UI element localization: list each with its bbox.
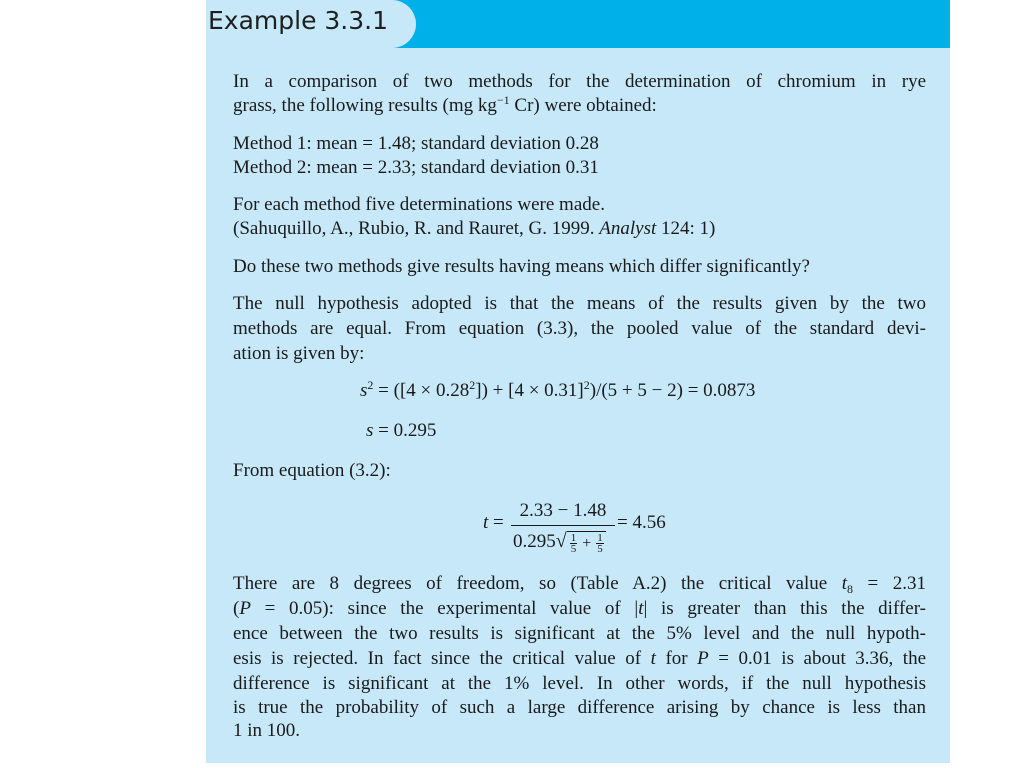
null-hypothesis-line-2: methods are equal. From equation (3.3), the pooled value of the standard devi- bbox=[233, 318, 926, 339]
intro-line-2: grass, the following results (mg $kg^{-1}$ Cr) were obtained: bbox=[233, 93, 657, 116]
t-label: t = bbox=[483, 512, 504, 533]
fraction-bar bbox=[511, 525, 615, 526]
conclusion-line-5: difference is significant at the 1% level. In other words, if the null hypothesis bbox=[233, 673, 926, 694]
reference-line: (Sahuquillo, A., Rubio, R. and Rauret, G. 1999. Analyst 124: 1) bbox=[233, 218, 716, 239]
conclusion-line-4: esis is rejected. In fact since the critical value of t for P = 0.01 is about 3.36, the bbox=[233, 648, 927, 669]
pooled-variance-equation: $s^2 = ([4 \times 0.28^2]) + [4 \times 0.31]^2)/(5 + 5 - 2) = 0.0873$ bbox=[360, 378, 756, 401]
t-denominator: 0.295√ $\frac{1}{5}$ + $\frac{1}{5}$ bbox=[513, 530, 606, 554]
determinations-line: For each method five determinations were made. bbox=[233, 194, 605, 215]
conclusion-line-6: is true the probability of such a large difference arising by chance is less than bbox=[233, 697, 926, 718]
conclusion-line-1: There are 8 degrees of freedom, so (Table A.2) the critical value $t_8 = 2.31$ bbox=[233, 573, 927, 596]
method-1-line: Method 1: mean = 1.48; standard deviation 0.28 bbox=[233, 133, 599, 154]
conclusion-line-2: (P = 0.05): since the experimental value of |t| is greater than this the differ- bbox=[233, 598, 926, 619]
method-2-line: Method 2: mean = 2.33; standard deviation 0.31 bbox=[233, 157, 599, 178]
intro-line-1: In a comparison of two methods for the determination of chromium in rye bbox=[233, 71, 926, 92]
conclusion-line-7: 1 in 100. bbox=[233, 720, 301, 741]
example-title: Example 3.3.1 bbox=[208, 6, 389, 35]
pooled-sd-equation: s = 0.295 bbox=[366, 420, 437, 441]
conclusion-line-3: ence between the two results is significant at the 5% level and the null hypoth- bbox=[233, 623, 926, 644]
t-result: = 4.56 bbox=[617, 512, 666, 533]
t-statistic-fraction bbox=[511, 500, 615, 556]
question-line: Do these two methods give results having means which differ significantly? bbox=[233, 256, 810, 277]
t-numerator: 2.33 − 1.48 bbox=[519, 500, 607, 521]
null-hypothesis-line-3: ation is given by: bbox=[233, 343, 365, 364]
null-hypothesis-line-1: The null hypothesis adopted is that the means of the results given by the two bbox=[233, 293, 926, 314]
from-equation-line: From equation (3.2): bbox=[233, 460, 391, 481]
